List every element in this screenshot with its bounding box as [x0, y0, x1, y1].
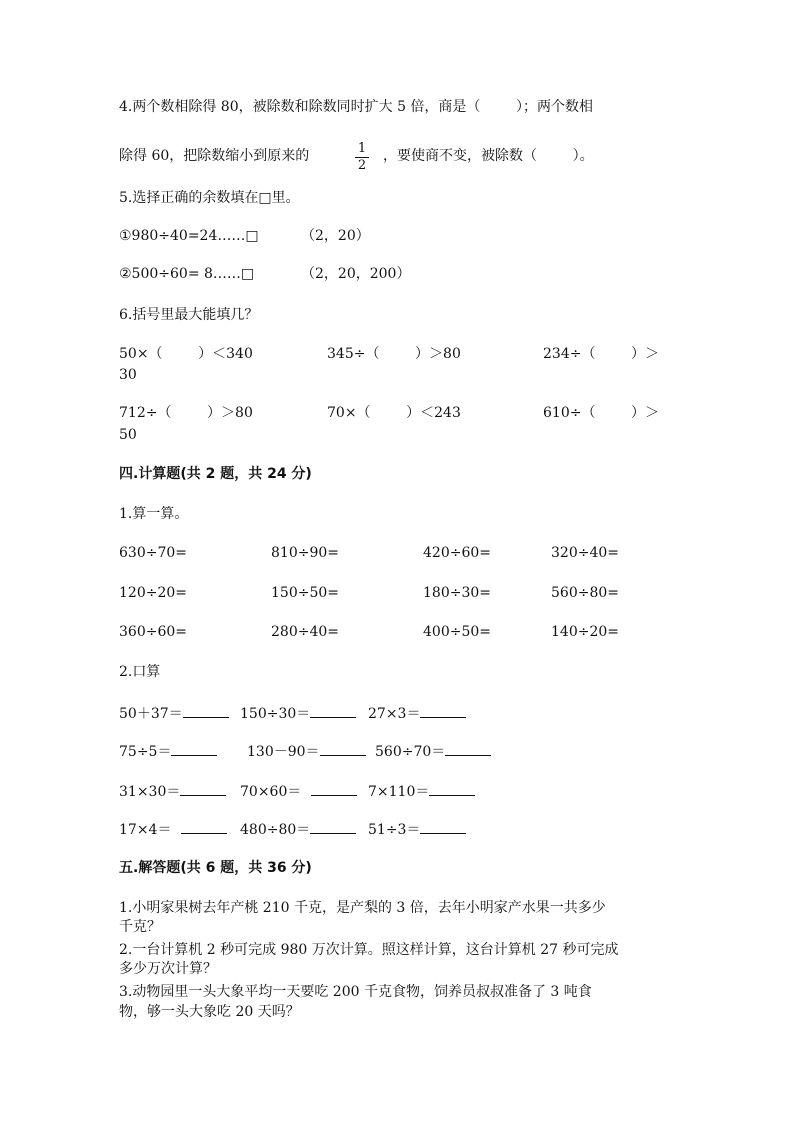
oral-item: 51÷3＝: [368, 819, 466, 839]
q6-title: 6.括号里最大能填几？: [119, 307, 259, 323]
q4-line2-start: 除得 60，把除数缩小到原来的: [119, 148, 310, 164]
calc-item: 150÷50=: [271, 585, 339, 601]
calc-item: 630÷70=: [119, 545, 187, 561]
q6-r2c3-wrap: 50: [119, 427, 137, 443]
oral-item: 480÷80＝: [240, 819, 356, 839]
sec4-q1-title: 1.算一算。: [119, 506, 189, 522]
calc-item: 280÷40=: [271, 624, 339, 640]
sec4-q2-title: 2.口算: [119, 664, 161, 680]
section4-heading: 四.计算题(共 2 题，共 24 分): [119, 466, 312, 482]
problem2-line2: 多少万次计算？: [119, 961, 217, 977]
oral-item: 70×60＝: [240, 781, 357, 801]
answer-blank[interactable]: [310, 703, 356, 718]
problem3-line1: 3.动物园里一头大象平均一天要吃 200 千克食物，饲养员叔叔准备了 3 吨食: [119, 984, 592, 1000]
answer-blank[interactable]: [171, 741, 217, 756]
fraction-denominator: 2: [357, 158, 367, 173]
calc-item: 320÷40=: [551, 545, 619, 561]
calc-item: 140÷20=: [551, 624, 619, 640]
oral-item: 27×3＝: [368, 703, 466, 723]
oral-item: 17×4＝: [119, 819, 227, 839]
answer-blank[interactable]: [445, 741, 491, 756]
oral-item: 560÷70＝: [375, 741, 491, 761]
oral-item: 7×110＝: [368, 781, 475, 801]
calc-item: 180÷30=: [423, 585, 491, 601]
q6-r2c3: 610÷（ ）＞: [543, 405, 660, 421]
q6-r1c2: 345÷（ ）＞80: [327, 346, 461, 362]
q4-line1: 4.两个数相除得 80，被除数和除数同时扩大 5 倍，商是（ ）；两个数相: [119, 99, 594, 115]
fraction-one-half: [355, 142, 369, 173]
answer-blank[interactable]: [310, 819, 356, 834]
q6-r1c3: 234÷（ ）＞: [543, 346, 660, 362]
answer-blank[interactable]: [320, 741, 366, 756]
answer-blank[interactable]: [183, 703, 229, 718]
q6-r2c2: 70×（ ）＜243: [327, 405, 461, 421]
calc-item: 400÷50=: [423, 624, 491, 640]
answer-blank[interactable]: [181, 819, 227, 834]
oral-item: 130－90＝: [247, 741, 366, 761]
calc-item: 360÷60=: [119, 624, 187, 640]
q5-title: 5.选择正确的余数填在□里。: [119, 190, 300, 206]
fraction-numerator: 1: [357, 141, 367, 156]
answer-blank[interactable]: [429, 781, 475, 796]
calc-item: 420÷60=: [423, 545, 491, 561]
q6-r1c3-wrap: 30: [119, 367, 137, 383]
q6-r1c1: 50×（ ）＜340: [119, 346, 253, 362]
oral-item: 50＋37＝: [119, 703, 229, 723]
problem3-line2: 物，够一头大象吃 20 天吗？: [119, 1004, 300, 1020]
calc-item: 560÷80=: [551, 585, 619, 601]
answer-blank[interactable]: [420, 819, 466, 834]
q4-line2-end: ，要使商不变，被除数（ ）。: [383, 148, 594, 164]
q5-item2: ②500÷60= 8……□: [119, 266, 255, 282]
answer-blank[interactable]: [420, 703, 466, 718]
q5-item1: ①980÷40=24……□: [119, 228, 259, 244]
problem2-line1: 2.一台计算机 2 秒可完成 980 万次计算。照这样计算，这台计算机 27 秒可完成: [119, 942, 619, 958]
answer-blank[interactable]: [311, 781, 357, 796]
answer-blank[interactable]: [180, 781, 226, 796]
oral-item: 31×30＝: [119, 781, 226, 801]
problem1-line2: 千克？: [119, 919, 161, 935]
section5-heading: 五.解答题(共 6 题，共 36 分): [119, 860, 312, 876]
oral-item: 75÷5＝: [119, 741, 217, 761]
problem1-line1: 1.小明家果树去年产桃 210 千克，是产梨的 3 倍，去年小明家产水果一共多少: [119, 900, 606, 916]
oral-item: 150÷30＝: [240, 703, 356, 723]
calc-item: 810÷90=: [271, 545, 339, 561]
q5-options1: （2，20）: [301, 228, 370, 244]
q6-r2c1: 712÷（ ）＞80: [119, 405, 253, 421]
calc-item: 120÷20=: [119, 585, 187, 601]
q5-options2: （2，20，200）: [301, 266, 411, 282]
